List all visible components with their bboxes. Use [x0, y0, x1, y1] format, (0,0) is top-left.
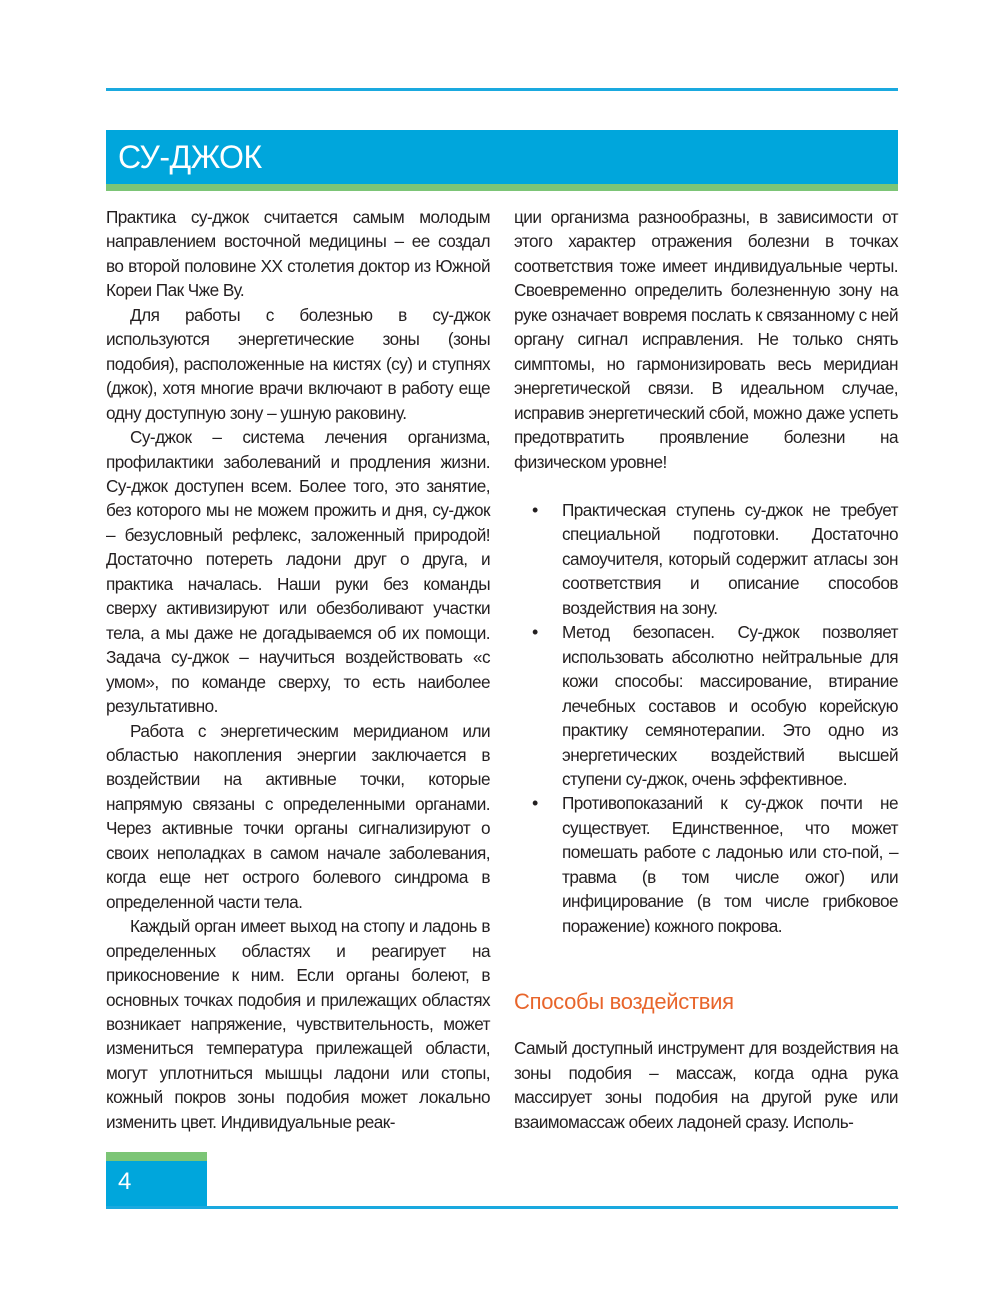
page-number: 4 — [118, 1168, 132, 1195]
right-column — [514, 205, 898, 1134]
paragraph-zones: Для работы с болезнью в су-джок используются энергетические зоны (зоны подобия), расположенные на кистях (су) и ступнях (джок), хотя многие врачи включают в работу еще одну доступную зону – ушную раковину. — [106, 304, 490, 423]
chapter-title: СУ-ДЖОК — [118, 139, 262, 175]
paragraph-intro: Практика су-джок считается самым молодым направлением восточной медицины – ее создал во второй половине XX столетия доктор из Южной Кореи Пак Чже Ву. — [106, 207, 490, 301]
list-item — [514, 498, 898, 620]
bullet-icon: • — [532, 499, 538, 520]
list-item — [514, 791, 898, 938]
advantages-list — [514, 498, 898, 938]
top-rule — [106, 88, 898, 91]
bullet-icon: • — [532, 793, 538, 814]
footer-stripe — [106, 1152, 207, 1161]
paragraph-continuation: ции организма разнообразны, в зависимости от этого характер отражения болезни в точках соответствия тоже имеет индивидуальные черты. Своевременно определить болезненную зону на руке означает вовремя послать к связанному с ней органу сигнал исправления. Не только снять симптомы, но гармонизировать весь меридиан энергетической связи. В идеальном случае, исправив энергетический сбой, можно даже успеть предотвратить проявление болезни на физическом уровне! — [514, 207, 898, 472]
paragraph-organs: Каждый орган имеет выход на стопу и ладонь в определенных областях и реагирует на прикосновение к ним. Если органы болеют, в основных точках подобия и прилежащих областях возникает напряжение, чувствительность, может измениться температура прилежащей области, могут уплотниться мышцы ладони или стопы, кожный покров зоны подобия может локально изменить цвет. Индивидуальные реак- — [106, 916, 490, 1132]
list-item-text: Противопоказаний к су-джок почти не существует. Единственное, что может помешать работе с ладонью или сто-пой, – травма (в том числе ожог) или инфицирование (в том числе грибковое поражение) кожного покрова. — [562, 793, 898, 936]
section-subheading: Способы воздействия — [514, 989, 734, 1015]
list-item-text: Практическая ступень су-джок не требует специальной подготовки. Достаточно самоучителя, который содержит атласы зон соответствия и описание способов воздействия на зону. — [562, 499, 898, 618]
list-item — [514, 620, 898, 791]
paragraph-massage: Самый доступный инструмент для воздействия на зоны подобия – массаж, когда одна рука массирует зоны подобия на другой руке или взаимомассаж обеих ладоней сразу. Исполь- — [514, 1038, 898, 1132]
left-column — [106, 205, 490, 1134]
paragraph-system: Су-джок – система лечения организма, профилактики заболеваний и продления жизни. Су-джок доступен всем. Более того, это занятие, без которого мы не можем прожить и дня, су-джок – безусловный рефлекс, заложенный природой! Достаточно потереть ладони друг о друга, и практика началась. Наши руки без команды сверху активизируют или обезболивают участки тела, а мы даже не догадываемся об их помощи. Задача су-джок – научиться воздействовать «с умом», по команде сверху, то есть наиболее результативно. — [106, 427, 490, 717]
title-bar-stripe — [106, 184, 898, 191]
bottom-rule — [106, 1206, 898, 1209]
list-item-text: Метод безопасен. Су-джок позволяет использовать абсолютно нейтральные для кожи способы: массирование, втирание лечебных составов и особую корейскую практику семянотерапии. Это одно из энергетических воздействий высшей ступени су-джок, очень эффективное. — [562, 622, 898, 789]
paragraph-meridian: Работа с энергетическим меридианом или областью накопления энергии заключается в воздействии на активные точки, которые напрямую связаны с определенными органами. Через активные точки органы сигнализируют о своих неполадках в самом начале заболевания, когда еще нет острого болевого синдрома в определенной части тела. — [106, 720, 490, 912]
bullet-icon: • — [532, 622, 538, 643]
